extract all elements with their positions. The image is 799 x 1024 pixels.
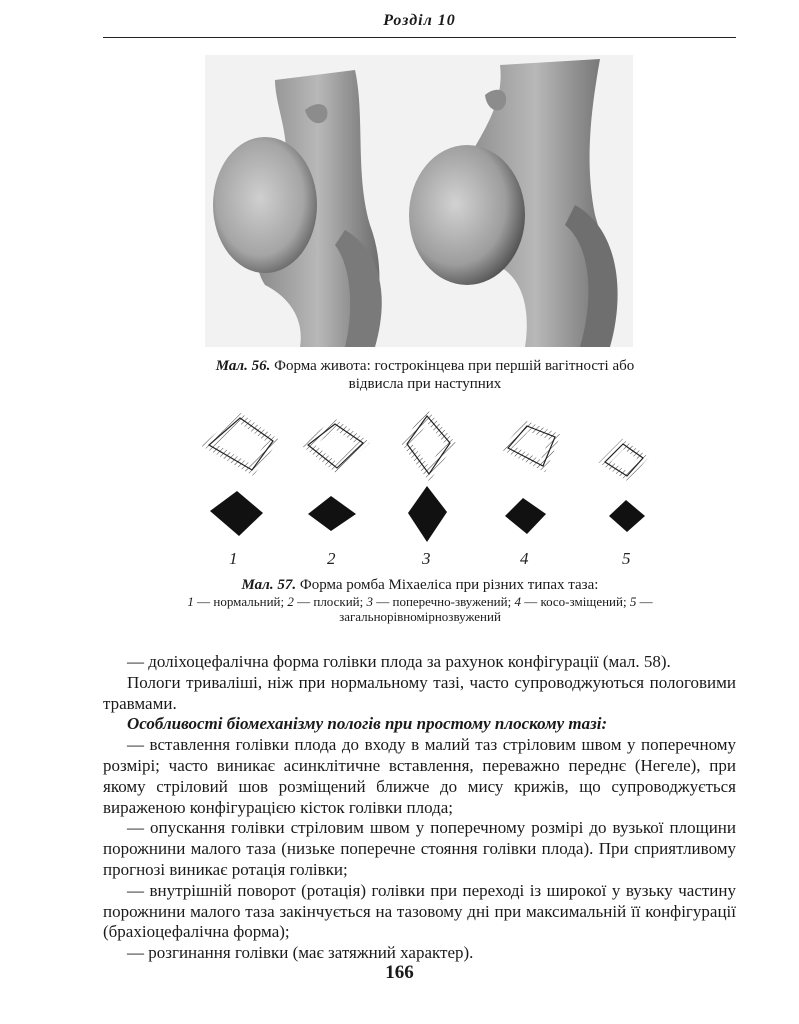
legend-text-3: поперечно-звужений; — [392, 594, 512, 609]
paragraph: — опускання голівки стріловим швом у поперечному розмірі до вузької площини порожнини малого таза (низьке поперечне стояння голівки плода). При сприятливому прогнозі виникає ротація голівки; — [103, 818, 736, 879]
panel-number-2: 2 — [327, 549, 336, 568]
legend-num-4: 4 — [514, 594, 521, 609]
paragraph: — вставлення голівки плода до входу в малий таз стріловим швом у поперечному розмірі; часто виникає асинклітичне вставлення, переважно переднє (Негеле), при якому стріловий шов розміщений ближче до мису крижів, що супроводжується вираженою конфігурацією кісток голівки плода; — [103, 735, 736, 817]
legend-text-2: плоский; — [313, 594, 364, 609]
legend-num-2: 2 — [287, 594, 294, 609]
rhombus-panel-2 — [308, 424, 363, 568]
panel-number-3: 3 — [422, 549, 431, 568]
legend-num-3: 3 — [366, 594, 373, 609]
legend-num-5: 5 — [629, 594, 637, 609]
figure-56-label: Мал. 56. — [215, 358, 271, 374]
body-text — [103, 652, 736, 964]
page-number: 166 — [385, 962, 414, 983]
paragraph: — внутрішній поворот (ротація) голівки при переході із широкої у вузьку частину порожнини малого таза закінчується на тазовому дні при максимальній її конфігурації (брахіоцефалічна форма); — [103, 880, 736, 942]
legend-num-1: 1 — [187, 594, 194, 609]
figure-57-legend: 1 — нормальний; 2 — плоский; 3 — поперечно-звужений; 4 — косо-зміщений; 5 — загальнорівномірнозвужений — [187, 594, 653, 624]
paragraph: Пологи триваліші, ніж при нормальному тазі, часто супроводжуються пологовими травмами. — [103, 672, 736, 713]
figure-56-caption-text: Форма живота: гострокінцева при першій вагітності або відвисла при наступних — [270, 358, 635, 392]
legend-text-1: нормальний; — [213, 594, 285, 609]
figure-57-caption — [180, 576, 660, 624]
paragraph: — доліхоцефалічна форма голівки плода за рахунок конфігурації (мал. 58). — [127, 652, 671, 671]
panel-number-1: 1 — [229, 549, 238, 568]
figure-56-caption — [200, 357, 650, 393]
section-heading: Особливості біомеханізму пологів при простому плоскому тазі: — [127, 714, 608, 734]
panel-number-5: 5 — [622, 549, 631, 568]
panel-number-4: 4 — [520, 549, 529, 568]
legend-text-4: косо-зміщений; — [540, 594, 627, 609]
figure-56-illustration — [205, 55, 633, 347]
rhombus-panel-5 — [605, 444, 645, 568]
header-rule — [103, 37, 736, 38]
figure-57-caption-text: Форма ромба Міхаеліса при різних типах таза: — [296, 577, 599, 593]
rhombus-panel-4 — [505, 426, 555, 568]
legend-text-5: загальнорівномірнозвужений — [339, 609, 501, 624]
rhombus-panel-1 — [209, 418, 273, 568]
figure-57-illustration — [195, 408, 650, 573]
running-head: Розділ 10 — [383, 12, 456, 29]
figure-57-label: Мал. 57. — [241, 577, 297, 593]
rhombus-panel-3 — [407, 416, 450, 568]
paragraph: — розгинання голівки (має затяжний характер). — [127, 943, 474, 963]
